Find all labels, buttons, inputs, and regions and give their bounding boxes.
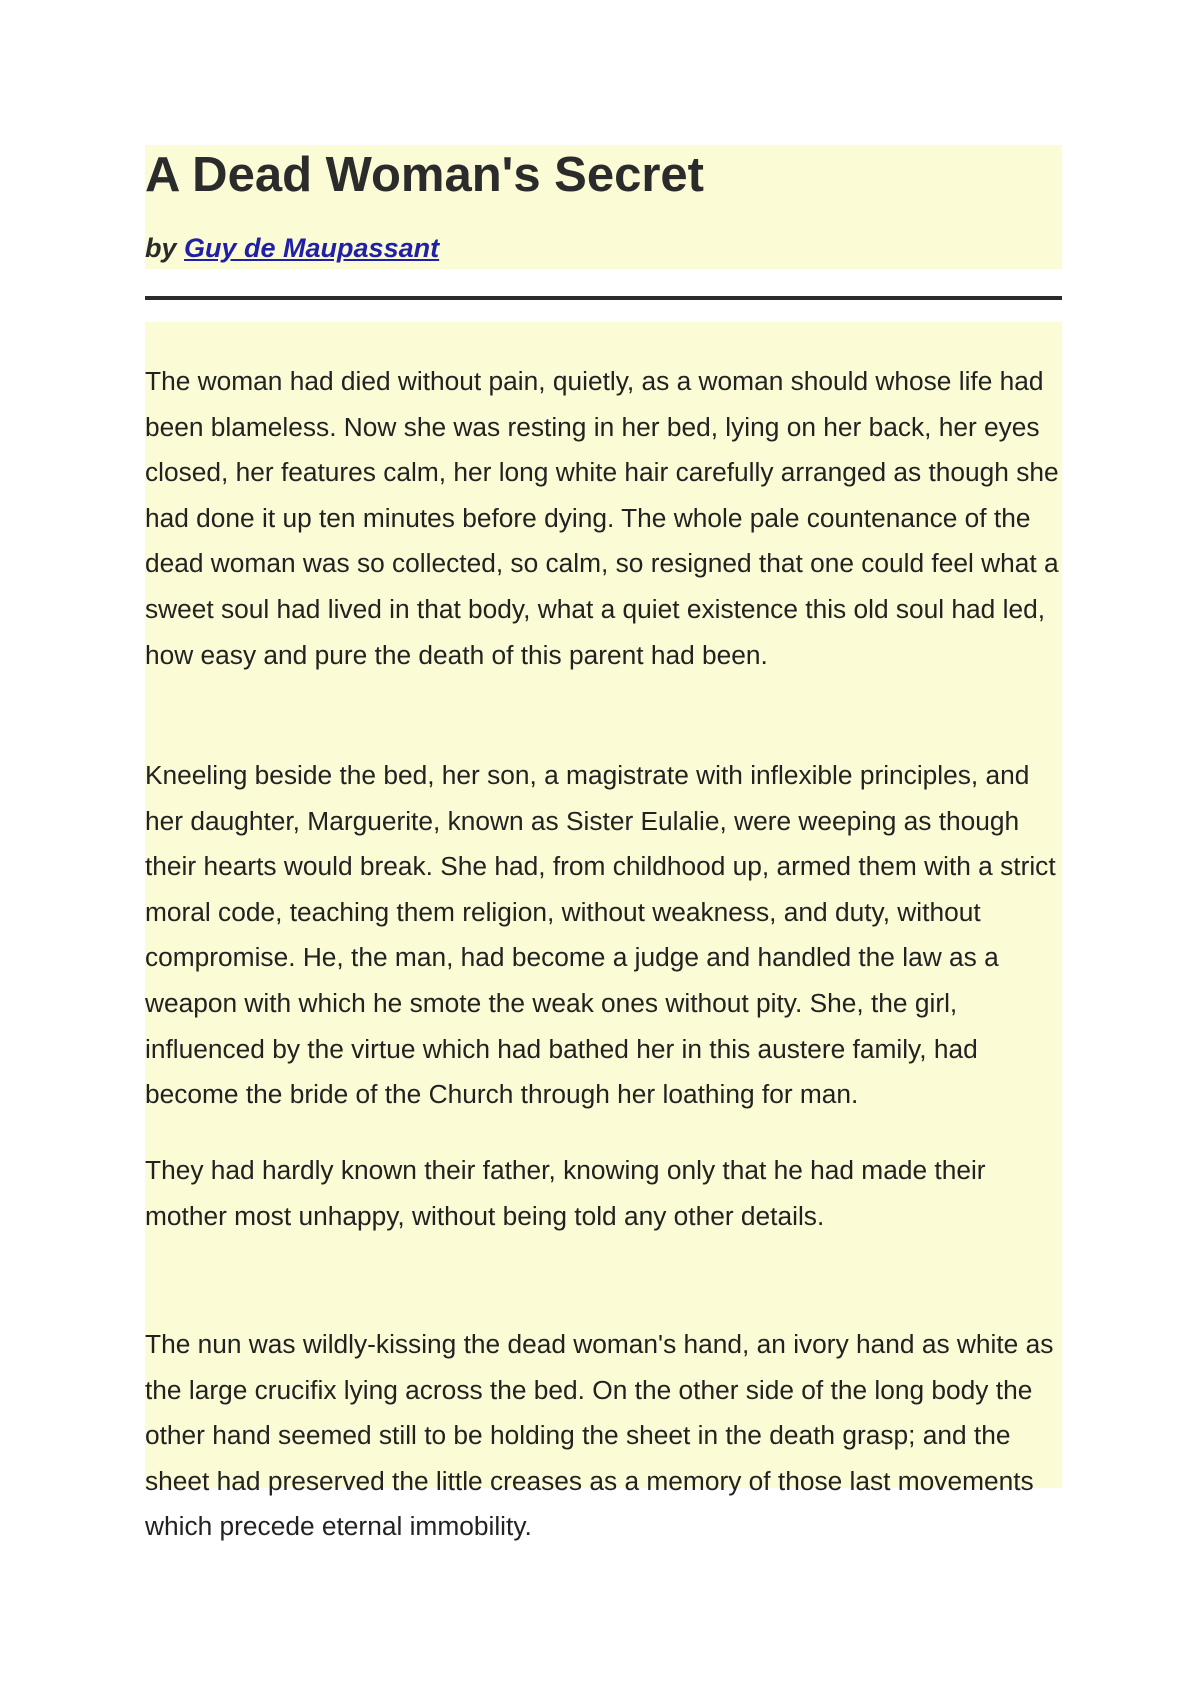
author-link[interactable]: Guy de Maupassant: [184, 233, 440, 263]
story-body: [145, 322, 1062, 1542]
horizontal-divider: [145, 296, 1062, 300]
header-block: [145, 145, 1062, 269]
story-paragraph: The woman had died without pain, quietly, as a woman should whose life had been blameless. Now she was resting in her bed, lying on her back, her eyes closed, her features calm, her long white hair carefully arranged as though she had done it up ten minutes before dying. The whole pale countenance of the dead woman was so collected, so calm, so resigned that one could feel what a sweet soul had lived in that body, what a quiet existence this old soul had led, how easy and pure the death of this parent had been.: [145, 366, 1059, 670]
story-paragraph: They had hardly known their father, knowing only that he had made their mother most unhappy, without being told any other details.: [145, 1155, 986, 1231]
story-paragraph: The nun was wildly-kissing the dead woman's hand, an ivory hand as white as the large crucifix lying across the bed. On the other side of the long body the other hand seemed still to be holding the sheet in the death grasp; and the sheet had preserved the little creases as a memory of those last movements which precede eternal immobility.: [145, 1329, 1054, 1542]
byline: [145, 231, 439, 265]
story-paragraph: Kneeling beside the bed, her son, a magistrate with inflexible principles, and her daughter, Marguerite, known as Sister Eulalie, were weeping as though their hearts would break. She had, from childhood up, armed them with a strict moral code, teaching them religion, without weakness, and duty, without compromise. He, the man, had become a judge and handled the law as a weapon with which he smote the weak ones without pity. She, the girl, influenced by the virtue which had bathed her in this austere family, had become the bride of the Church through her loathing for man.: [145, 760, 1056, 1110]
by-label: by: [145, 233, 177, 263]
page-title: A Dead Woman's Secret: [145, 148, 705, 202]
